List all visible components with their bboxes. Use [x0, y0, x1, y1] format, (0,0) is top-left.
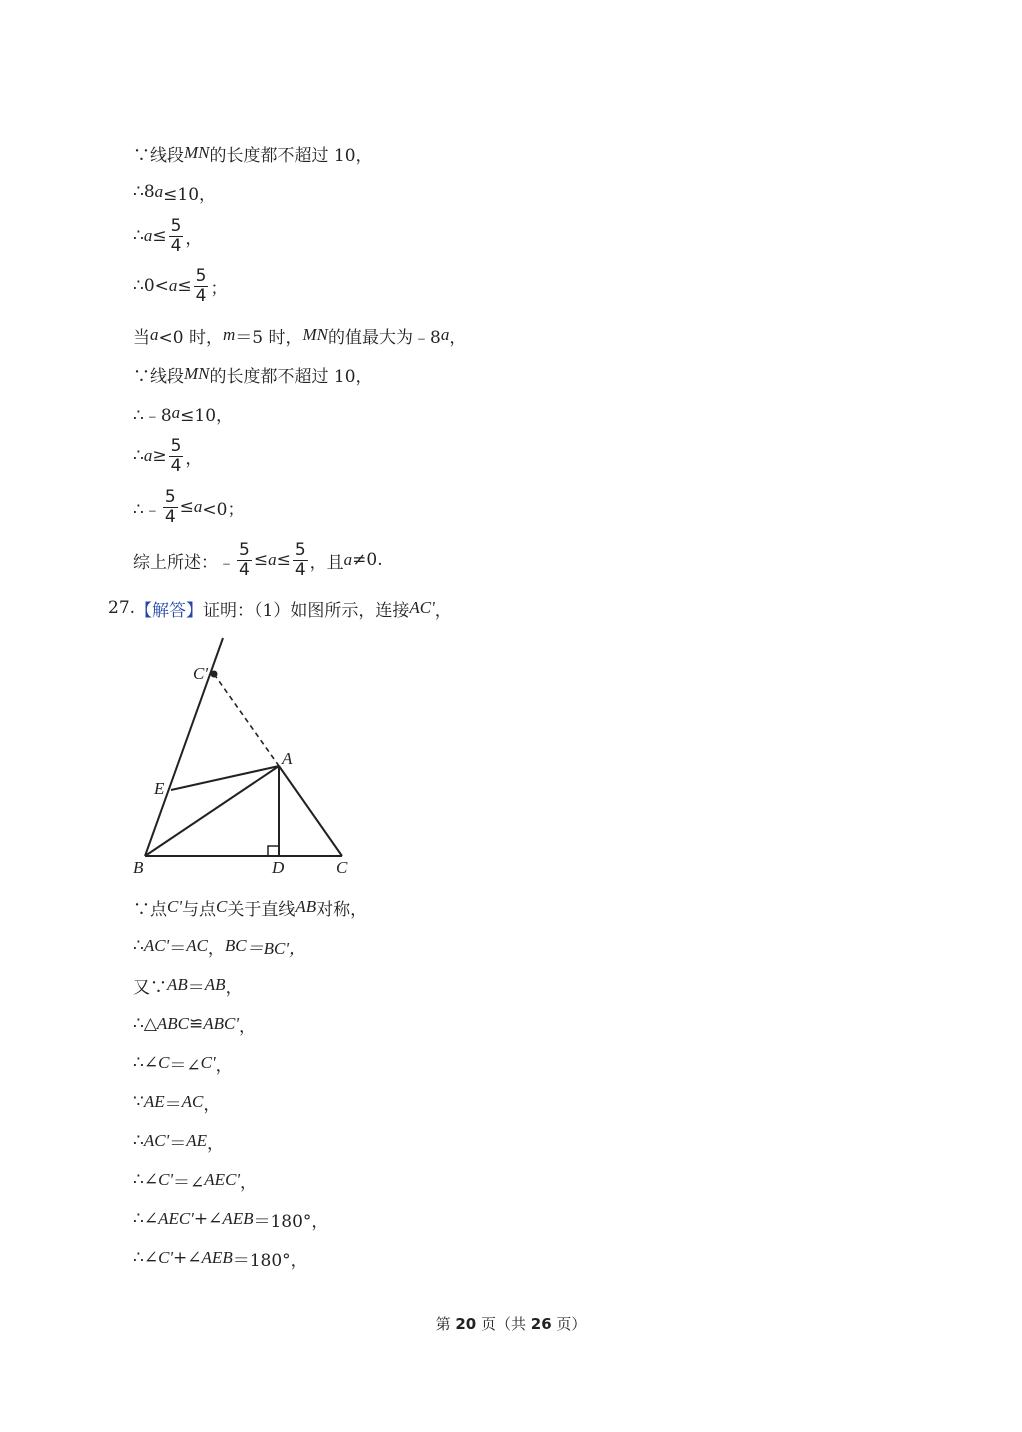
math-var: AEC'	[204, 1170, 241, 1189]
solution-line	[133, 359, 373, 389]
proof-line	[133, 970, 243, 1000]
math-var: AEB	[201, 1248, 233, 1267]
text: 关于直线	[227, 899, 296, 920]
text: 的长度都不超过 10，	[209, 145, 373, 166]
math-var: C	[215, 897, 228, 916]
text: ＝	[187, 977, 205, 998]
solution-line	[133, 540, 383, 580]
question-heading	[108, 593, 452, 623]
text: ，	[239, 1016, 256, 1037]
text: ，	[215, 1055, 233, 1076]
point-c-prime	[211, 671, 218, 678]
text: ，	[206, 1133, 224, 1154]
math-var: C'	[158, 1170, 174, 1189]
math-var: AC	[186, 936, 208, 955]
numerator: 5	[170, 215, 182, 236]
math-var: MN	[184, 364, 210, 383]
dashed-line-c-prime-a	[214, 674, 279, 766]
proof-line	[133, 1009, 256, 1039]
label-e: E	[154, 779, 165, 798]
text: 的值最大为﹣8	[327, 327, 441, 348]
solution-line	[133, 436, 202, 476]
text: ∵线段	[133, 366, 184, 387]
numerator: 5	[294, 539, 306, 560]
text: ，且	[309, 552, 344, 573]
text: ∴0<	[133, 276, 169, 296]
text: ＝	[164, 1094, 182, 1115]
proof-line	[133, 1165, 257, 1195]
proof-line	[133, 1126, 224, 1156]
math-var: a	[143, 446, 153, 465]
text: ＝∠	[173, 1172, 205, 1193]
text: <0 时，	[158, 327, 223, 348]
text: ∴	[133, 446, 144, 466]
math-var: AC'	[143, 936, 170, 955]
segment-ba	[145, 766, 279, 856]
text: ∴	[133, 226, 144, 246]
text: 第	[435, 1315, 456, 1333]
numerator: 5	[239, 539, 250, 560]
text: 的长度都不超过 10，	[209, 366, 373, 387]
text: +∠	[173, 1248, 202, 1268]
text: ≤10，	[180, 405, 234, 426]
text: ∴8	[133, 182, 155, 202]
solution-line	[133, 177, 216, 207]
label-a: A	[282, 749, 293, 768]
fraction	[194, 267, 209, 306]
text: ∴∠	[133, 1209, 159, 1229]
text: 页（共	[476, 1315, 531, 1333]
math-var: AB	[295, 897, 317, 916]
line-bc-prime	[145, 638, 223, 856]
text: ≤10，	[163, 184, 217, 205]
text: ≌	[189, 1014, 204, 1034]
text: 对称，	[316, 899, 368, 920]
proof-line	[133, 892, 367, 922]
text: ，	[240, 1172, 258, 1193]
text: ，	[449, 327, 467, 348]
math-var: a	[150, 325, 159, 344]
math-var: a	[193, 497, 203, 516]
solution-line	[133, 216, 202, 256]
denominator: 4	[294, 559, 306, 580]
math-var: BC	[224, 936, 247, 955]
text: ，	[207, 938, 225, 959]
text: 页）	[551, 1315, 587, 1333]
proof-line	[133, 931, 306, 961]
right-angle-mark	[268, 846, 279, 856]
math-var: C	[158, 1053, 170, 1072]
fraction	[163, 488, 178, 527]
proof-line	[133, 1048, 233, 1078]
text: ≤	[253, 550, 269, 570]
math-var: a	[154, 182, 164, 201]
math-var: a	[440, 325, 450, 344]
text: ＝180°，	[232, 1250, 308, 1271]
math-var: MN	[184, 143, 210, 162]
text: ，	[434, 600, 452, 621]
text: ＝∠	[169, 1055, 201, 1076]
total-pages: 26	[530, 1315, 552, 1333]
math-var: a	[343, 550, 353, 569]
fraction	[169, 437, 184, 476]
numerator: 5	[195, 265, 207, 286]
proof-line	[133, 1243, 308, 1273]
text: ∴	[133, 936, 144, 956]
solution-line	[133, 320, 466, 350]
text: ∴﹣	[133, 499, 161, 520]
label-d: D	[272, 858, 285, 877]
math-var: ABC	[156, 1014, 189, 1033]
text: ∴△	[133, 1014, 157, 1034]
answer-tag: 【解答】	[135, 600, 204, 621]
solution-line	[133, 487, 244, 527]
text: ＝5 时，	[235, 327, 303, 348]
solution-line	[133, 398, 233, 428]
math-var: AB	[167, 975, 188, 994]
text: 当	[133, 327, 150, 348]
label-c: C	[336, 858, 348, 877]
math-var: MN	[302, 325, 328, 344]
math-var: AE	[186, 1131, 207, 1150]
fraction	[293, 541, 308, 580]
page-footer	[0, 1313, 1022, 1334]
text: ＝	[169, 1133, 187, 1154]
text: ∵	[133, 1092, 144, 1112]
text: ∴∠	[133, 1053, 159, 1073]
text: 综上所述：﹣	[133, 552, 235, 573]
proof-line	[133, 1087, 220, 1117]
text: ＝	[169, 938, 187, 959]
math-var: AC	[181, 1092, 204, 1111]
denominator: 4	[195, 285, 207, 306]
math-var: m	[222, 325, 236, 344]
math-var: a	[171, 403, 181, 422]
text: ，	[225, 977, 243, 998]
math-var: a	[143, 226, 153, 245]
math-var: a	[168, 276, 178, 295]
page-number: 20	[455, 1315, 477, 1333]
text: ，	[185, 448, 203, 469]
proof-line	[133, 1204, 328, 1234]
text: ≤	[152, 226, 167, 246]
text: ≠0.	[352, 550, 383, 570]
math-var: C'	[167, 897, 182, 916]
text: ∴∠	[133, 1170, 159, 1190]
math-var: ABC'	[203, 1014, 239, 1033]
text: ≤	[177, 276, 192, 296]
math-var: AEC'	[158, 1209, 194, 1228]
text: ＝180°，	[253, 1211, 329, 1232]
math-var: C'	[158, 1248, 174, 1267]
denominator: 4	[170, 455, 182, 476]
math-var: AEB	[222, 1209, 254, 1228]
label-b: B	[133, 858, 144, 877]
math-var: AC'	[409, 598, 435, 617]
text: ≤	[276, 550, 291, 570]
math-var: ＝BC'，	[246, 938, 307, 958]
math-var: a	[268, 550, 277, 569]
text: ∵线段	[133, 145, 184, 166]
geometry-figure	[120, 630, 370, 880]
math-var: C'	[200, 1053, 216, 1072]
text: ≥	[152, 446, 167, 466]
question-number: 27.	[108, 598, 136, 618]
numerator: 5	[170, 435, 182, 456]
text: +∠	[193, 1209, 223, 1229]
text: ，	[185, 228, 203, 249]
denominator: 4	[239, 559, 250, 580]
math-var: AE	[143, 1092, 165, 1111]
text: 证明：（1）如图所示，连接	[203, 600, 410, 621]
denominator: 4	[164, 506, 176, 527]
solution-line	[133, 266, 227, 306]
text: ≤	[179, 497, 194, 517]
solution-line	[133, 138, 373, 168]
fraction	[237, 541, 252, 580]
math-var: AB	[204, 975, 226, 994]
math-var: AC'	[143, 1131, 170, 1150]
denominator: 4	[170, 235, 182, 256]
numerator: 5	[164, 486, 176, 507]
text: 与点	[181, 899, 216, 920]
fraction	[169, 217, 184, 256]
segment-ac	[279, 766, 342, 856]
text: <0；	[202, 499, 245, 520]
text: ∴∠	[133, 1248, 159, 1268]
text: ，	[203, 1094, 221, 1115]
label-c-prime: C′	[193, 664, 209, 683]
text: ∵点	[133, 899, 167, 920]
text: 又∵	[133, 977, 167, 998]
text: ∴﹣8	[133, 405, 172, 426]
text: ；	[210, 278, 228, 299]
text: ∴	[133, 1131, 144, 1151]
